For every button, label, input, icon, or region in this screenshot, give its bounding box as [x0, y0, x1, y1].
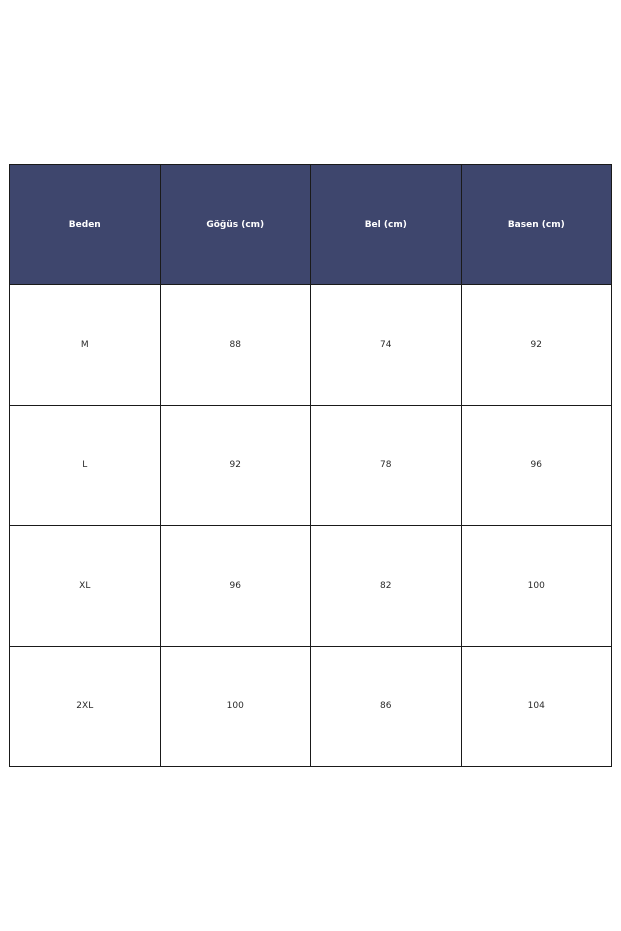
- column-header-size: Beden: [10, 165, 161, 285]
- waist-cell: 82: [311, 526, 462, 647]
- table-row: [10, 285, 612, 406]
- size-cell: XL: [10, 526, 161, 647]
- hip-cell: 92: [461, 285, 612, 406]
- header-row: [10, 165, 612, 285]
- chest-cell: 96: [160, 526, 311, 647]
- size-chart-table: [9, 164, 612, 767]
- table-body: [10, 285, 612, 767]
- column-header-chest: Göğüs (cm): [160, 165, 311, 285]
- column-header-hip: Basen (cm): [461, 165, 612, 285]
- table-row: [10, 646, 612, 767]
- size-cell: L: [10, 405, 161, 526]
- table-header: [10, 165, 612, 285]
- waist-cell: 74: [311, 285, 462, 406]
- table-row: [10, 526, 612, 647]
- size-cell: M: [10, 285, 161, 406]
- hip-cell: 100: [461, 526, 612, 647]
- chest-cell: 92: [160, 405, 311, 526]
- chest-cell: 100: [160, 646, 311, 767]
- waist-cell: 78: [311, 405, 462, 526]
- size-cell: 2XL: [10, 646, 161, 767]
- column-header-waist: Bel (cm): [311, 165, 462, 285]
- hip-cell: 96: [461, 405, 612, 526]
- hip-cell: 104: [461, 646, 612, 767]
- waist-cell: 86: [311, 646, 462, 767]
- table-row: [10, 405, 612, 526]
- chest-cell: 88: [160, 285, 311, 406]
